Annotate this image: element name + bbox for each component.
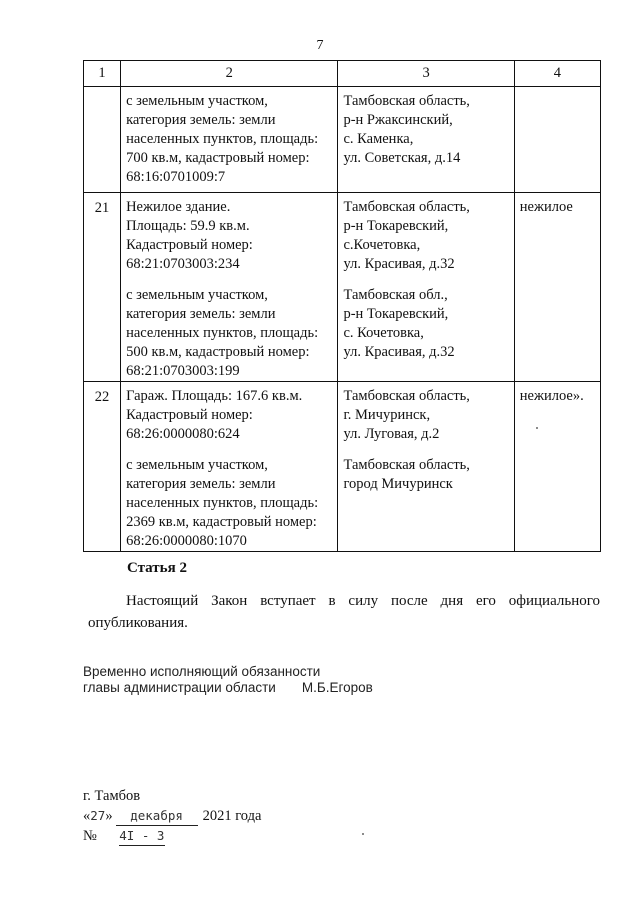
table-header-row	[84, 61, 601, 87]
property-description: Гараж. Площадь: 167.6 кв.м. Кадастровый номер: 68:26:0000080:624	[126, 388, 303, 442]
law-number: 4I - 3	[119, 826, 165, 846]
property-purpose: нежилое».	[519, 388, 584, 404]
property-address: Тамбовская область, город Мичуринск	[343, 457, 470, 492]
number-label: №	[83, 828, 97, 844]
column-header: 1	[84, 61, 121, 87]
column-header: 3	[338, 61, 514, 87]
property-purpose-cell	[514, 193, 600, 382]
signature-position-text: главы администрации области	[83, 680, 276, 695]
property-address: Тамбовская область, р-н Ржаксинский, с. Каменка, ул. Советская, д.14	[343, 93, 470, 166]
document-footer	[83, 787, 261, 846]
row-number: 21	[84, 193, 121, 382]
row-number: 22	[84, 382, 121, 552]
article-text: Настоящий Закон вступает в силу после дня его официального опубликования.	[88, 593, 600, 631]
article-heading: Статья 2	[127, 560, 187, 576]
date-month: декабря	[116, 806, 198, 826]
property-address-cell	[338, 382, 514, 552]
scan-speck	[536, 427, 538, 429]
property-description: Нежилое здание. Площадь: 59.9 кв.м. Кадастровый номер: 68:21:0703003:234	[126, 199, 253, 272]
property-description-cell	[121, 382, 338, 552]
property-purpose	[515, 87, 600, 92]
property-address: Тамбовская область, р-н Токаревский, с.Кочетовка, ул. Красивая, д.32	[343, 199, 470, 272]
property-description-cell	[121, 87, 338, 193]
date-day: 27	[90, 808, 106, 823]
signature-position-line2	[83, 680, 373, 696]
column-header: 4	[514, 61, 600, 87]
scan-speck	[362, 833, 364, 835]
property-address-cell	[338, 193, 514, 382]
property-description: с земельным участком, категория земель: земли населенных пунктов, площадь: 700 кв.м, кадастровый номер: 68:16:0701009:7	[126, 93, 319, 185]
property-description: с земельным участком, категория земель: земли населенных пунктов, площадь: 2369 кв.м, кадастровый номер: 68:26:0000080:1070	[126, 457, 319, 549]
signature-position-line1: Временно исполняющий обязанности	[83, 664, 321, 679]
property-address: Тамбовская обл., р-н Токаревский, с. Кочетовка, ул. Красивая, д.32	[343, 287, 455, 360]
table-row	[84, 87, 601, 193]
property-description-cell	[121, 193, 338, 382]
property-purpose-cell	[514, 382, 600, 552]
signature-block	[83, 664, 373, 696]
column-header: 2	[121, 61, 338, 87]
property-table	[83, 60, 601, 552]
date-year: 2021 года	[202, 808, 262, 824]
table-row	[84, 382, 601, 552]
property-purpose-cell	[514, 87, 600, 193]
table-row	[84, 193, 601, 382]
property-address: Тамбовская область, г. Мичуринск, ул. Луговая, д.2	[343, 388, 470, 442]
date-quote-open: «	[83, 808, 91, 824]
row-number	[84, 87, 121, 193]
footer-city: г. Тамбов	[83, 788, 141, 804]
property-address-cell	[338, 87, 514, 193]
property-purpose: нежилое	[519, 199, 573, 215]
footer-date	[83, 806, 261, 826]
property-description: с земельным участком, категория земель: земли населенных пунктов, площадь: 500 кв.м, кадастровый номер: 68:21:0703003:199	[126, 287, 319, 379]
page-number: 7	[316, 38, 324, 53]
date-quote-close: »	[105, 808, 113, 824]
signatory-name: М.Б.Егоров	[301, 680, 373, 695]
footer-number	[83, 826, 261, 846]
